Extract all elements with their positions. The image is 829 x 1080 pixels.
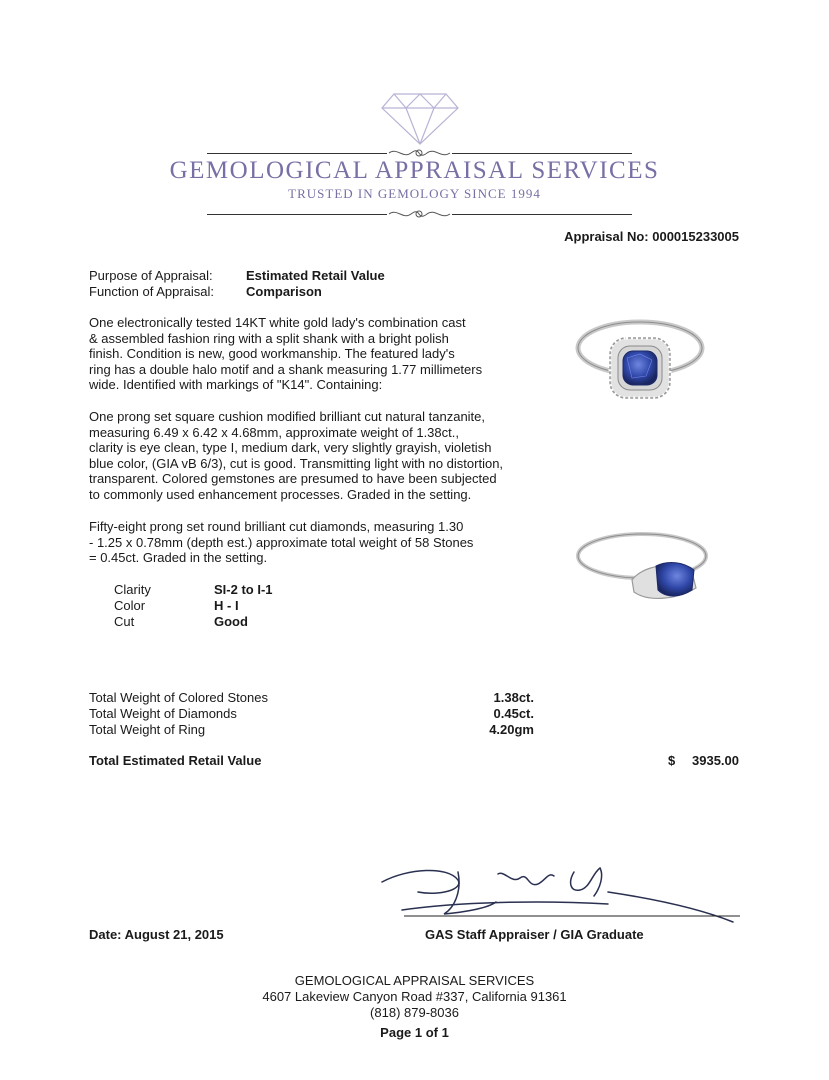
grade-label-color: Color xyxy=(114,598,146,613)
header-top-rule-left xyxy=(207,153,387,154)
date-label: Date: August 21, 2015 xyxy=(89,927,224,942)
diamonds-line: = 0.45ct. Graded in the setting. xyxy=(89,550,268,565)
company-tagline: TRUSTED IN GEMOLOGY SINCE 1994 xyxy=(288,186,541,201)
grade-value-cut: Good xyxy=(214,614,248,629)
weight-value-colored-stones: 1.38ct. xyxy=(493,690,534,705)
footer-phone: (818) 879-8036 xyxy=(370,1005,459,1020)
description-line: wide. Identified with markings of "K14". Containing: xyxy=(89,377,383,392)
footer-company: GEMOLOGICAL APPRAISAL SERVICES xyxy=(294,973,535,988)
page-number: Page 1 of 1 xyxy=(380,1025,449,1040)
function-label: Function of Appraisal: xyxy=(89,284,215,299)
description-line: finish. Condition is new, good workmanship. The featured lady's xyxy=(89,346,455,361)
diamonds-line: - 1.25 x 0.78mm (depth est.) approximate total weight of 58 Stones xyxy=(89,534,474,550)
gemstone-line: transparent. Colored gemstones are presumed to have been subjected xyxy=(89,471,497,486)
ring-photo-angled-view xyxy=(572,518,712,608)
weight-label-ring: Total Weight of Ring xyxy=(89,722,206,737)
company-name: GEMOLOGICAL APPRAISAL SERVICES xyxy=(169,157,660,184)
weight-value-diamonds: 0.45ct. xyxy=(493,706,534,721)
gemstone-line: One prong set square cushion modified brilliant cut natural tanzanite, xyxy=(89,409,486,424)
total-value-amount: 3935.00 xyxy=(692,753,739,768)
gemstone-line: blue color, (GIA vB 6/3), cut is good. Transmitting light with no distortion, xyxy=(89,455,504,471)
grade-value-color: H - I xyxy=(214,598,239,613)
total-currency: $ xyxy=(668,753,676,768)
flourish-ornament-icon xyxy=(387,206,452,222)
description-line: One electronically tested 14KT white gold lady's combination cast xyxy=(89,315,466,330)
purpose-label: Purpose of Appraisal: xyxy=(89,268,213,283)
gemstone-line: measuring 6.49 x 6.42 x 4.68mm, approximate weight of 1.38ct., xyxy=(89,424,459,440)
grade-label-cut: Cut xyxy=(114,614,135,629)
grade-label-clarity: Clarity xyxy=(114,582,151,597)
header-bottom-rule-left xyxy=(207,214,387,215)
weight-label-diamonds: Total Weight of Diamonds xyxy=(89,706,237,721)
gemstone-line: to commonly used enhancement processes. Graded in the setting. xyxy=(89,486,472,502)
appraisal-number: Appraisal No: 000015233005 xyxy=(564,229,739,244)
footer-address: 4607 Lakeview Canyon Road #337, California 91361 xyxy=(262,989,567,1004)
description-line: ring has a double halo motif and a shank measuring 1.77 millimeters xyxy=(89,361,483,377)
gemstone-line: clarity is eye clean, type I, medium dark, very slightly grayish, violetish xyxy=(89,440,492,455)
diamonds-description xyxy=(89,519,529,566)
weight-value-ring: 4.20gm xyxy=(489,722,534,737)
signature-title: GAS Staff Appraiser / GIA Graduate xyxy=(425,927,644,942)
purpose-value: Estimated Retail Value xyxy=(246,268,385,283)
diamond-logo-icon xyxy=(380,90,460,146)
diamonds-line: Fifty-eight prong set round brilliant cut diamonds, measuring 1.30 xyxy=(89,519,464,534)
function-value: Comparison xyxy=(246,284,322,299)
ring-photo-top-view xyxy=(572,308,708,408)
ring-description xyxy=(89,315,529,393)
gemstone-description xyxy=(89,409,529,502)
header-bottom-rule-right xyxy=(452,214,632,215)
header-top-rule-right xyxy=(452,153,632,154)
description-line: & assembled fashion ring with a split shank with a bright polish xyxy=(89,330,449,346)
weight-label-colored-stones: Total Weight of Colored Stones xyxy=(89,690,268,705)
total-value-label: Total Estimated Retail Value xyxy=(89,753,262,768)
signature-image xyxy=(378,862,740,930)
grade-value-clarity: SI-2 to I-1 xyxy=(214,582,273,597)
